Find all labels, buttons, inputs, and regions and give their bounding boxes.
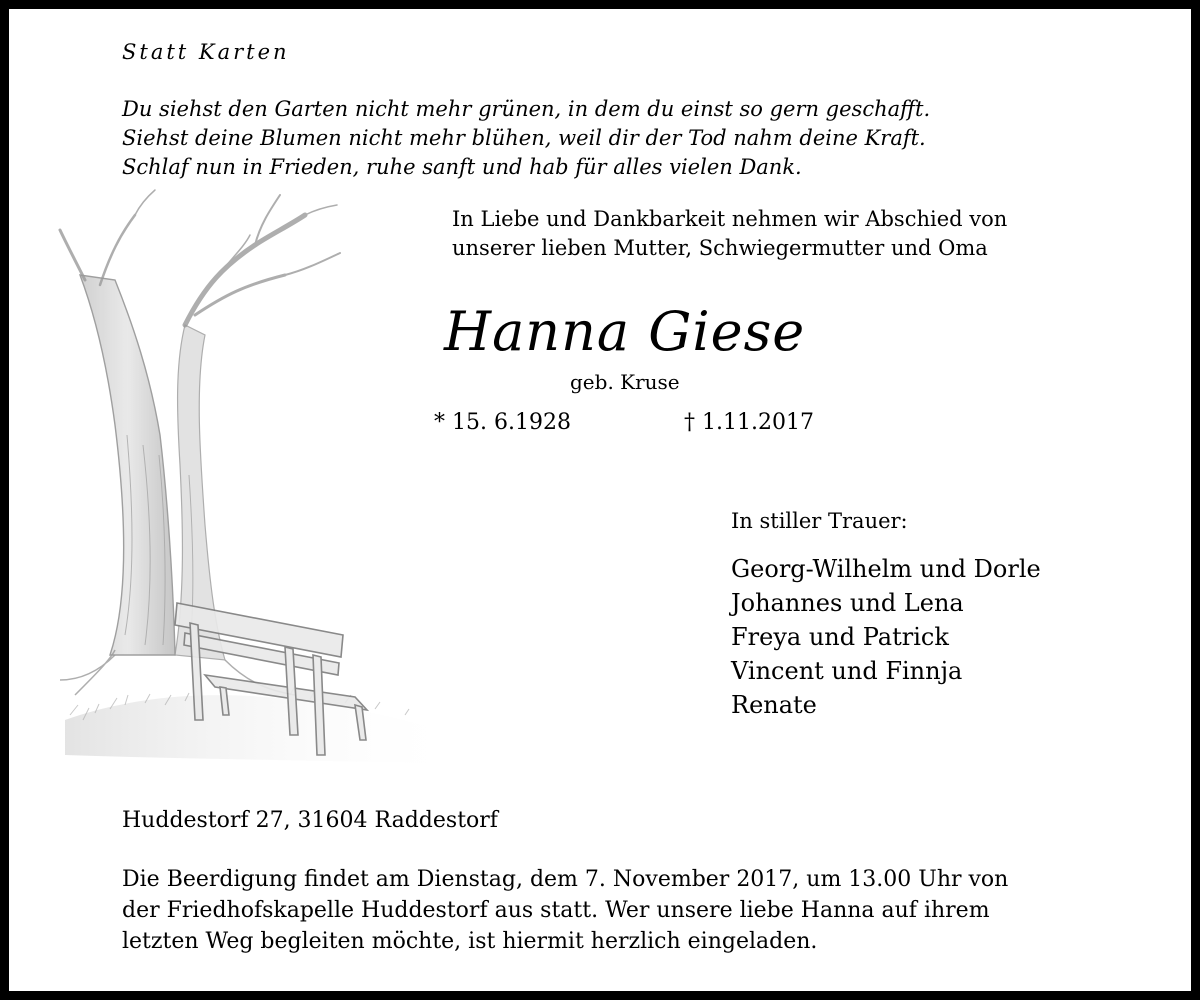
- address: Huddestorf 27, 31604 Raddestorf: [122, 808, 498, 833]
- poem-line: Du siehst den Garten nicht mehr grünen, in dem du einst so gern geschafft.: [122, 97, 931, 121]
- poem: [122, 95, 930, 182]
- intro-line: unserer lieben Mutter, Schwiegermutter und Oma: [452, 236, 988, 260]
- intro-line: In Liebe und Dankbarkeit nehmen wir Abschied von: [452, 207, 1008, 231]
- funeral-notice: [122, 864, 1008, 957]
- mourner-name: Renate: [731, 691, 817, 719]
- poem-line: Schlaf nun in Frieden, ruhe sanft und hab für alles vielen Dank.: [122, 155, 802, 179]
- mourner-name: Vincent und Finnja: [731, 657, 963, 685]
- statt-karten-heading: Statt Karten: [122, 40, 290, 64]
- deceased-name: Hanna Giese: [444, 300, 806, 363]
- poem-line: Siehst deine Blumen nicht mehr blühen, weil dir der Tod nahm deine Kraft.: [122, 126, 926, 150]
- funeral-line: letzten Weg begleiten möchte, ist hiermit herzlich eingeladen.: [122, 929, 818, 954]
- funeral-line: der Friedhofskapelle Huddestorf aus statt. Wer unsere liebe Hanna auf ihrem: [122, 898, 990, 923]
- mourner-name: Johannes und Lena: [731, 589, 964, 617]
- death-date: † 1.11.2017: [684, 410, 814, 435]
- mourner-name: Freya und Patrick: [731, 623, 949, 651]
- tree-bench-sketch: [55, 175, 475, 775]
- mourner-name: Georg-Wilhelm und Dorle: [731, 555, 1041, 583]
- mourning-label: In stiller Trauer:: [731, 509, 908, 533]
- mourners-list: [731, 552, 1041, 722]
- birth-date: * 15. 6.1928: [434, 410, 571, 435]
- funeral-line: Die Beerdigung findet am Dienstag, dem 7. November 2017, um 13.00 Uhr von: [122, 867, 1009, 892]
- maiden-name: geb. Kruse: [570, 370, 680, 394]
- farewell-intro: [452, 205, 1007, 263]
